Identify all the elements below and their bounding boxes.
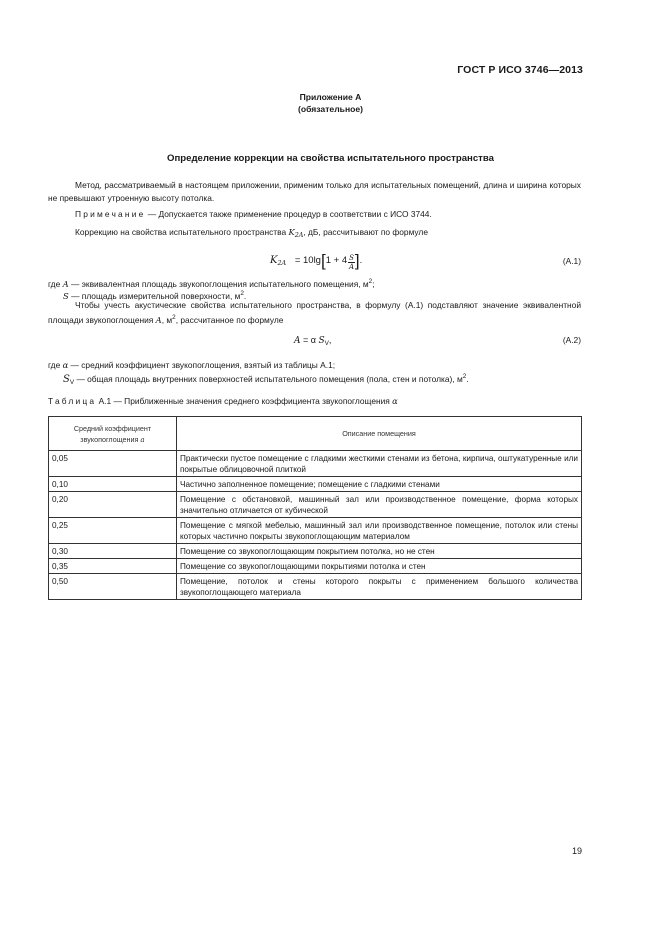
section-title: Определение коррекции на свойства испытательного пространства bbox=[167, 153, 494, 164]
table-row bbox=[49, 559, 582, 574]
page-number: 19 bbox=[571, 846, 582, 856]
where-s-line: S — площадь измерительной поверхности, $м^2$. bbox=[63, 290, 247, 301]
coef-cell: 0,25 bbox=[49, 518, 177, 544]
formula-a1-number: (А.1) bbox=[562, 256, 581, 266]
table-row bbox=[49, 492, 582, 518]
desc-cell: Помещение с обстановкой, машинный зал или производственное помещение, форма которых значительно отличается от кубической bbox=[177, 492, 582, 518]
formula-a1-bracket-open: [ bbox=[320, 251, 326, 270]
note-label: Примечание bbox=[75, 209, 146, 219]
note-paragraph bbox=[48, 208, 581, 221]
correction-lead: Коррекцию на свойства испытательного пространства bbox=[75, 227, 289, 237]
formula-a1-one: 1 + 4 bbox=[325, 255, 348, 266]
table-caption-symbol: α bbox=[392, 396, 398, 406]
table-row bbox=[49, 544, 582, 559]
document-standard-header: ГОСТ Р ИСО 3746—2013 bbox=[457, 64, 583, 76]
table-row bbox=[49, 477, 582, 492]
coef-cell: 0,30 bbox=[49, 544, 177, 559]
desc-cell: Помещение со звукопоглощающими покрытиями потолка и стен bbox=[177, 559, 582, 574]
desc-cell: Помещение со звукопоглощающим покрытием потолка, но не стен bbox=[177, 544, 582, 559]
header-description: Описание помещения bbox=[177, 417, 582, 451]
k2a-symbol: $K_{2A}$ bbox=[288, 227, 304, 239]
coef-cell: 0,35 bbox=[49, 559, 177, 574]
table-row bbox=[49, 451, 582, 477]
appendix-status: (обязательное) bbox=[297, 104, 364, 114]
table-header-row bbox=[49, 417, 582, 451]
formula-a1-fraction: $\frac{S}{A}$ bbox=[348, 254, 355, 271]
table-caption bbox=[48, 396, 581, 406]
where-sv-line: $S_V$ — общая площадь внутренних поверхностей испытательного помещения (пола, стен и потолка), $м^2$. bbox=[63, 373, 469, 386]
coef-cell: 0,20 bbox=[49, 492, 177, 518]
formula-a1-eq: = 10lg bbox=[294, 255, 321, 266]
table-caption-label: Таблица bbox=[48, 396, 97, 406]
note-text: — Допускается также применение процедур в соответствии с ИСО 3744. bbox=[145, 209, 432, 219]
desc-cell: Помещение, потолок и стены которого покрыты с применением большого количества звукопоглощающего материала bbox=[177, 574, 582, 600]
formula-a2: A = α $S_V$, bbox=[294, 335, 332, 347]
coef-cell: 0,10 bbox=[49, 477, 177, 492]
formula-a2-number: (А.2) bbox=[562, 335, 581, 345]
where-alpha-line: где α — средний коэффициент звукопоглощения, взятый из таблицы А.1; bbox=[48, 360, 336, 370]
header-coefficient: Средний коэффициент звукопоглощения a bbox=[49, 417, 177, 451]
account-paragraph: Чтобы учесть акустические свойства испытательного пространства, в формулу (А.1) подставляют значение эквивалентной площади звукопоглощения A, $м^2$, рассчитанное по формуле bbox=[48, 300, 581, 325]
table-row bbox=[49, 518, 582, 544]
table-row bbox=[49, 574, 582, 600]
table-caption-text: А.1 — Приближенные значения среднего коэффициента звукопоглощения bbox=[96, 396, 393, 406]
where-a-line: где A — эквивалентная площадь звукопоглощения испытательного помещения, $м^2$; bbox=[48, 278, 375, 289]
appendix-title: Приложение А bbox=[299, 92, 362, 102]
intro-paragraph: Метод, рассматриваемый в настоящем приложении, применим только для испытательных помещений, длина и ширина которых не превышают утроенную высоту потолка. bbox=[48, 180, 581, 203]
formula-a1-lhs: $K_{2A}$ bbox=[270, 255, 287, 267]
correction-tail: , дБ, рассчитывают по формуле bbox=[303, 227, 428, 237]
formula-a1 bbox=[270, 251, 362, 271]
formula-a1-bracket-close: ] bbox=[354, 251, 360, 270]
formula-a1-tail: . bbox=[359, 255, 363, 266]
desc-cell: Практически пустое помещение с гладкими жесткими стенами из бетона, кирпича, оштукатуренные или покрытые облицовочной плиткой bbox=[177, 451, 582, 477]
coef-cell: 0,05 bbox=[49, 451, 177, 477]
desc-cell: Помещение с мягкой мебелью, машинный зал или производственное помещение, потолок или стены которых частично покрыты звукопоглощающим материалом bbox=[177, 518, 582, 544]
coef-cell: 0,50 bbox=[49, 574, 177, 600]
correction-paragraph bbox=[48, 226, 581, 242]
absorption-table bbox=[48, 416, 582, 600]
desc-cell: Частично заполненное помещение; помещение с гладкими стенами bbox=[177, 477, 582, 492]
